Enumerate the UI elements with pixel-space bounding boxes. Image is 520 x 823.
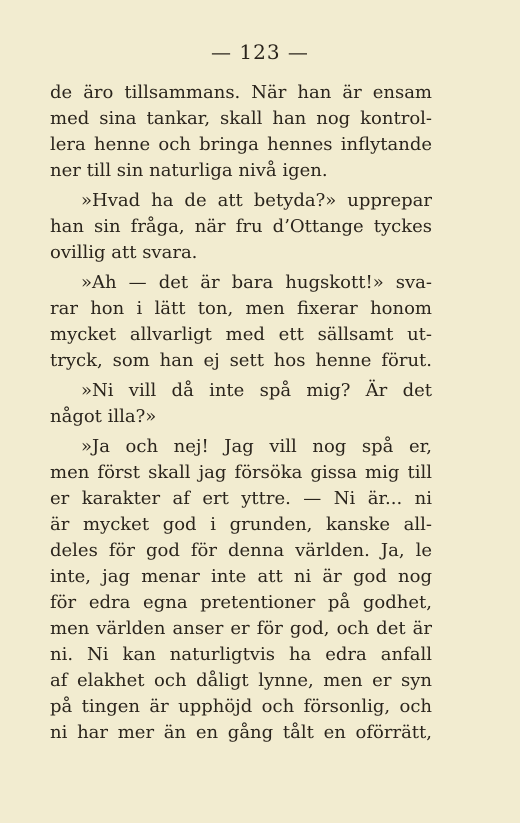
text-line: lera henne och bringa hennes inflytande	[50, 134, 432, 155]
text-line: af elakhet och dåligt lynne, men er syn	[50, 670, 432, 691]
text-line: tryck, som han ej sett hos henne förut.	[50, 350, 432, 371]
text-line: deles för god för denna världen. Ja, le	[50, 540, 432, 561]
paragraph	[50, 378, 432, 430]
text-line: rar hon i lätt ton, men fixerar honom	[50, 298, 432, 319]
paragraph	[50, 270, 432, 374]
text-line: er karakter af ert yttre. — Ni är... ni	[50, 488, 432, 509]
paragraph	[50, 80, 432, 184]
page-number: — 123 —	[211, 40, 309, 64]
text-line: inte, jag menar inte att ni är god nog	[50, 566, 432, 587]
text-line: »Hvad ha de att betyda?» upprepar	[81, 190, 432, 211]
text-line: mycket allvarligt med ett sällsamt ut-	[50, 324, 432, 345]
text-line: ni. Ni kan naturligtvis ha edra anfall	[50, 644, 432, 665]
text-line: för edra egna pretentioner på godhet,	[50, 592, 432, 613]
text-line: något illa?»	[50, 406, 157, 427]
body-text	[50, 80, 432, 746]
text-line: med sina tankar, skall han nog kontrol-	[50, 108, 432, 129]
paragraph	[50, 188, 432, 266]
text-line: men först skall jag försöka gissa mig till	[50, 462, 432, 483]
text-line: ovillig att svara.	[50, 242, 198, 263]
text-line: på tingen är upphöjd och försonlig, och	[50, 696, 432, 717]
text-line: »Ni vill då inte spå mig? Är det	[81, 380, 432, 401]
text-line: är mycket god i grunden, kanske all-	[50, 514, 432, 535]
text-line: »Ja och nej! Jag vill nog spå er,	[81, 436, 432, 457]
paragraph	[50, 434, 432, 746]
text-line: men världen anser er för god, och det är	[50, 618, 432, 639]
text-line: »Ah — det är bara hugskott!» sva-	[81, 272, 432, 293]
text-line: ni har mer än en gång tålt en oförrätt,	[50, 722, 432, 743]
text-line: han sin fråga, när fru d’Ottange tyckes	[50, 216, 432, 237]
text-line: de äro tillsammans. När han är ensam	[50, 82, 432, 103]
text-line: ner till sin naturliga nivå igen.	[50, 160, 328, 181]
